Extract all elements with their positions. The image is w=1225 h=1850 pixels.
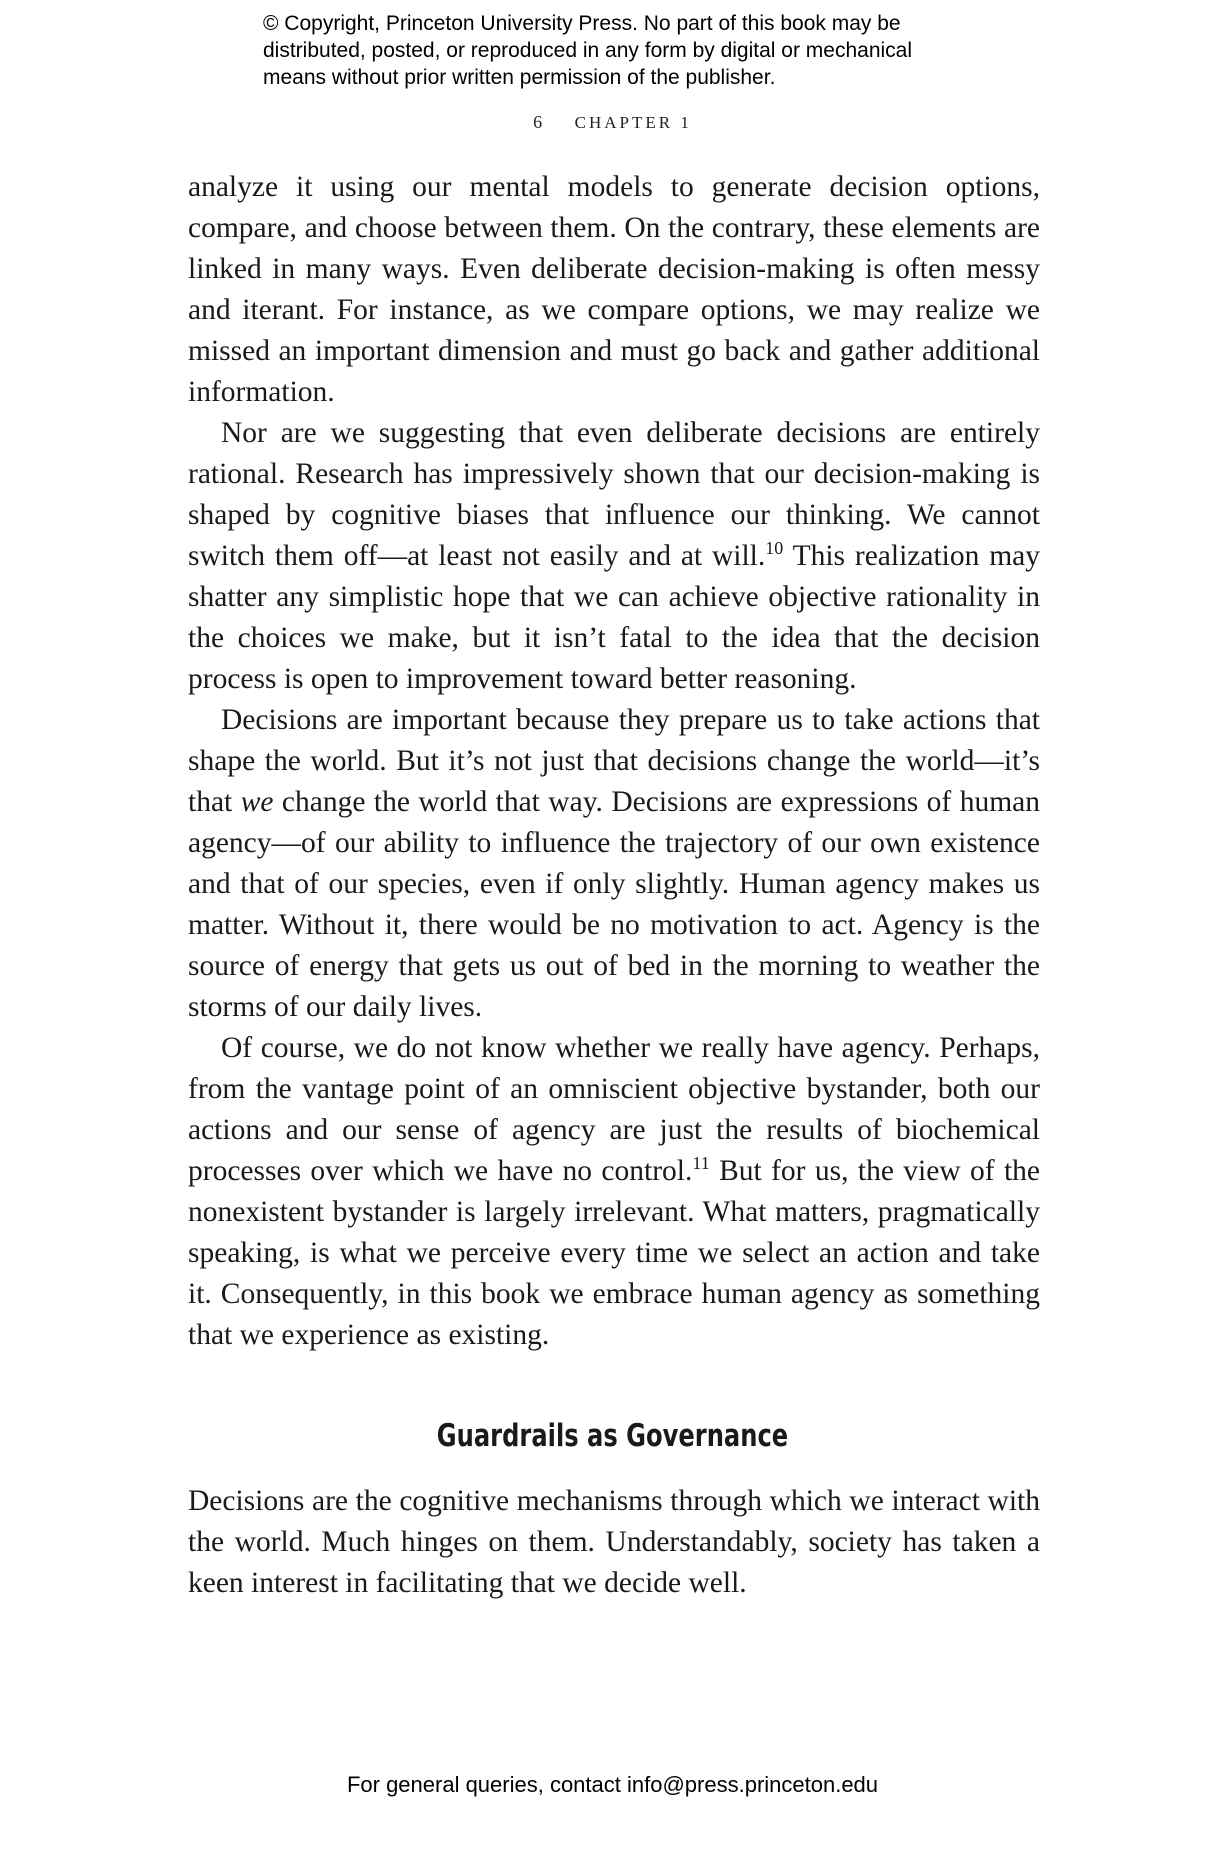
footer-contact: For general queries, contact info@press.princeton.edu <box>346 1772 879 1797</box>
paragraph-text: Decisions are important because they prepare us to take actions that shape the world. But it’s not just that decisions change the world—it’s that <box>188 704 1040 818</box>
copyright-line: means without prior written permission of the publisher. <box>263 66 776 89</box>
paragraph <box>188 1028 1040 1356</box>
copyright-notice <box>263 10 983 91</box>
paragraph-text: But for us, the view of the nonexistent bystander is largely irrelevant. What matters, pragmatically speaking, is what we perceive every time we select an action and take it. Consequently, in this book we embrace human agency as something that we experience as existing. <box>188 1155 1041 1351</box>
copyright-line: © Copyright, Princeton University Press. No part of this book may be <box>263 12 901 35</box>
footnote-marker: 10 <box>765 538 784 559</box>
running-head <box>0 112 1225 133</box>
paragraph-text: Of course, we do not know whether we really have agency. Perhaps, from the vantage point of an omniscient objective bystander, both our actions and our sense of agency are just the results of biochemical processes over which we have no control. <box>188 1032 1040 1187</box>
paragraph <box>188 413 1040 700</box>
paragraph: Decisions are the cognitive mechanisms through which we interact with the world. Much hinges on them. Understandably, society has taken a keen interest in facilitating that we decide well. <box>188 1485 1040 1599</box>
paragraph: analyze it using our mental models to generate decision options, compare, and choose between them. On the contrary, these elements are linked in many ways. Even deliberate decision-making is often messy and iterant. For instance, as we compare options, we may realize we missed an important dimension and must go back and gather additional information. <box>188 171 1040 408</box>
page-number: 6 <box>533 112 546 132</box>
paragraph <box>188 700 1040 1028</box>
body-text <box>188 167 1040 1356</box>
emphasis: we <box>240 786 274 818</box>
section-heading: Guardrails as Governance <box>436 1418 789 1454</box>
copyright-line: distributed, posted, or reproduced in any form by digital or mechanical <box>263 39 913 62</box>
footnote-marker: 11 <box>692 1153 710 1174</box>
paragraph-text: Nor are we suggesting that even deliberate decisions are entirely rational. Research has impressively shown that our decision-making is shaped by cognitive biases that influence our thinking. We cannot switch them off—at least not easily and at will. <box>188 417 1040 572</box>
chapter-label: CHAPTER 1 <box>574 113 692 132</box>
paragraph-text: change the world that way. Decisions are expressions of human agency—of our ability to influence the trajectory of our own existence and that of our species, even if only slightly. Human agency makes us matter. Without it, there would be no motivation to act. Agency is the source of energy that gets us out of bed in the morning to weather the storms of our daily lives. <box>188 786 1040 1023</box>
section-body <box>188 1481 1040 1604</box>
paragraph-text: This realization may shatter any simplistic hope that we can achieve objective rationality in the choices we make, but it isn’t fatal to the idea that the decision process is open to improvement toward better reasoning. <box>188 540 1041 695</box>
